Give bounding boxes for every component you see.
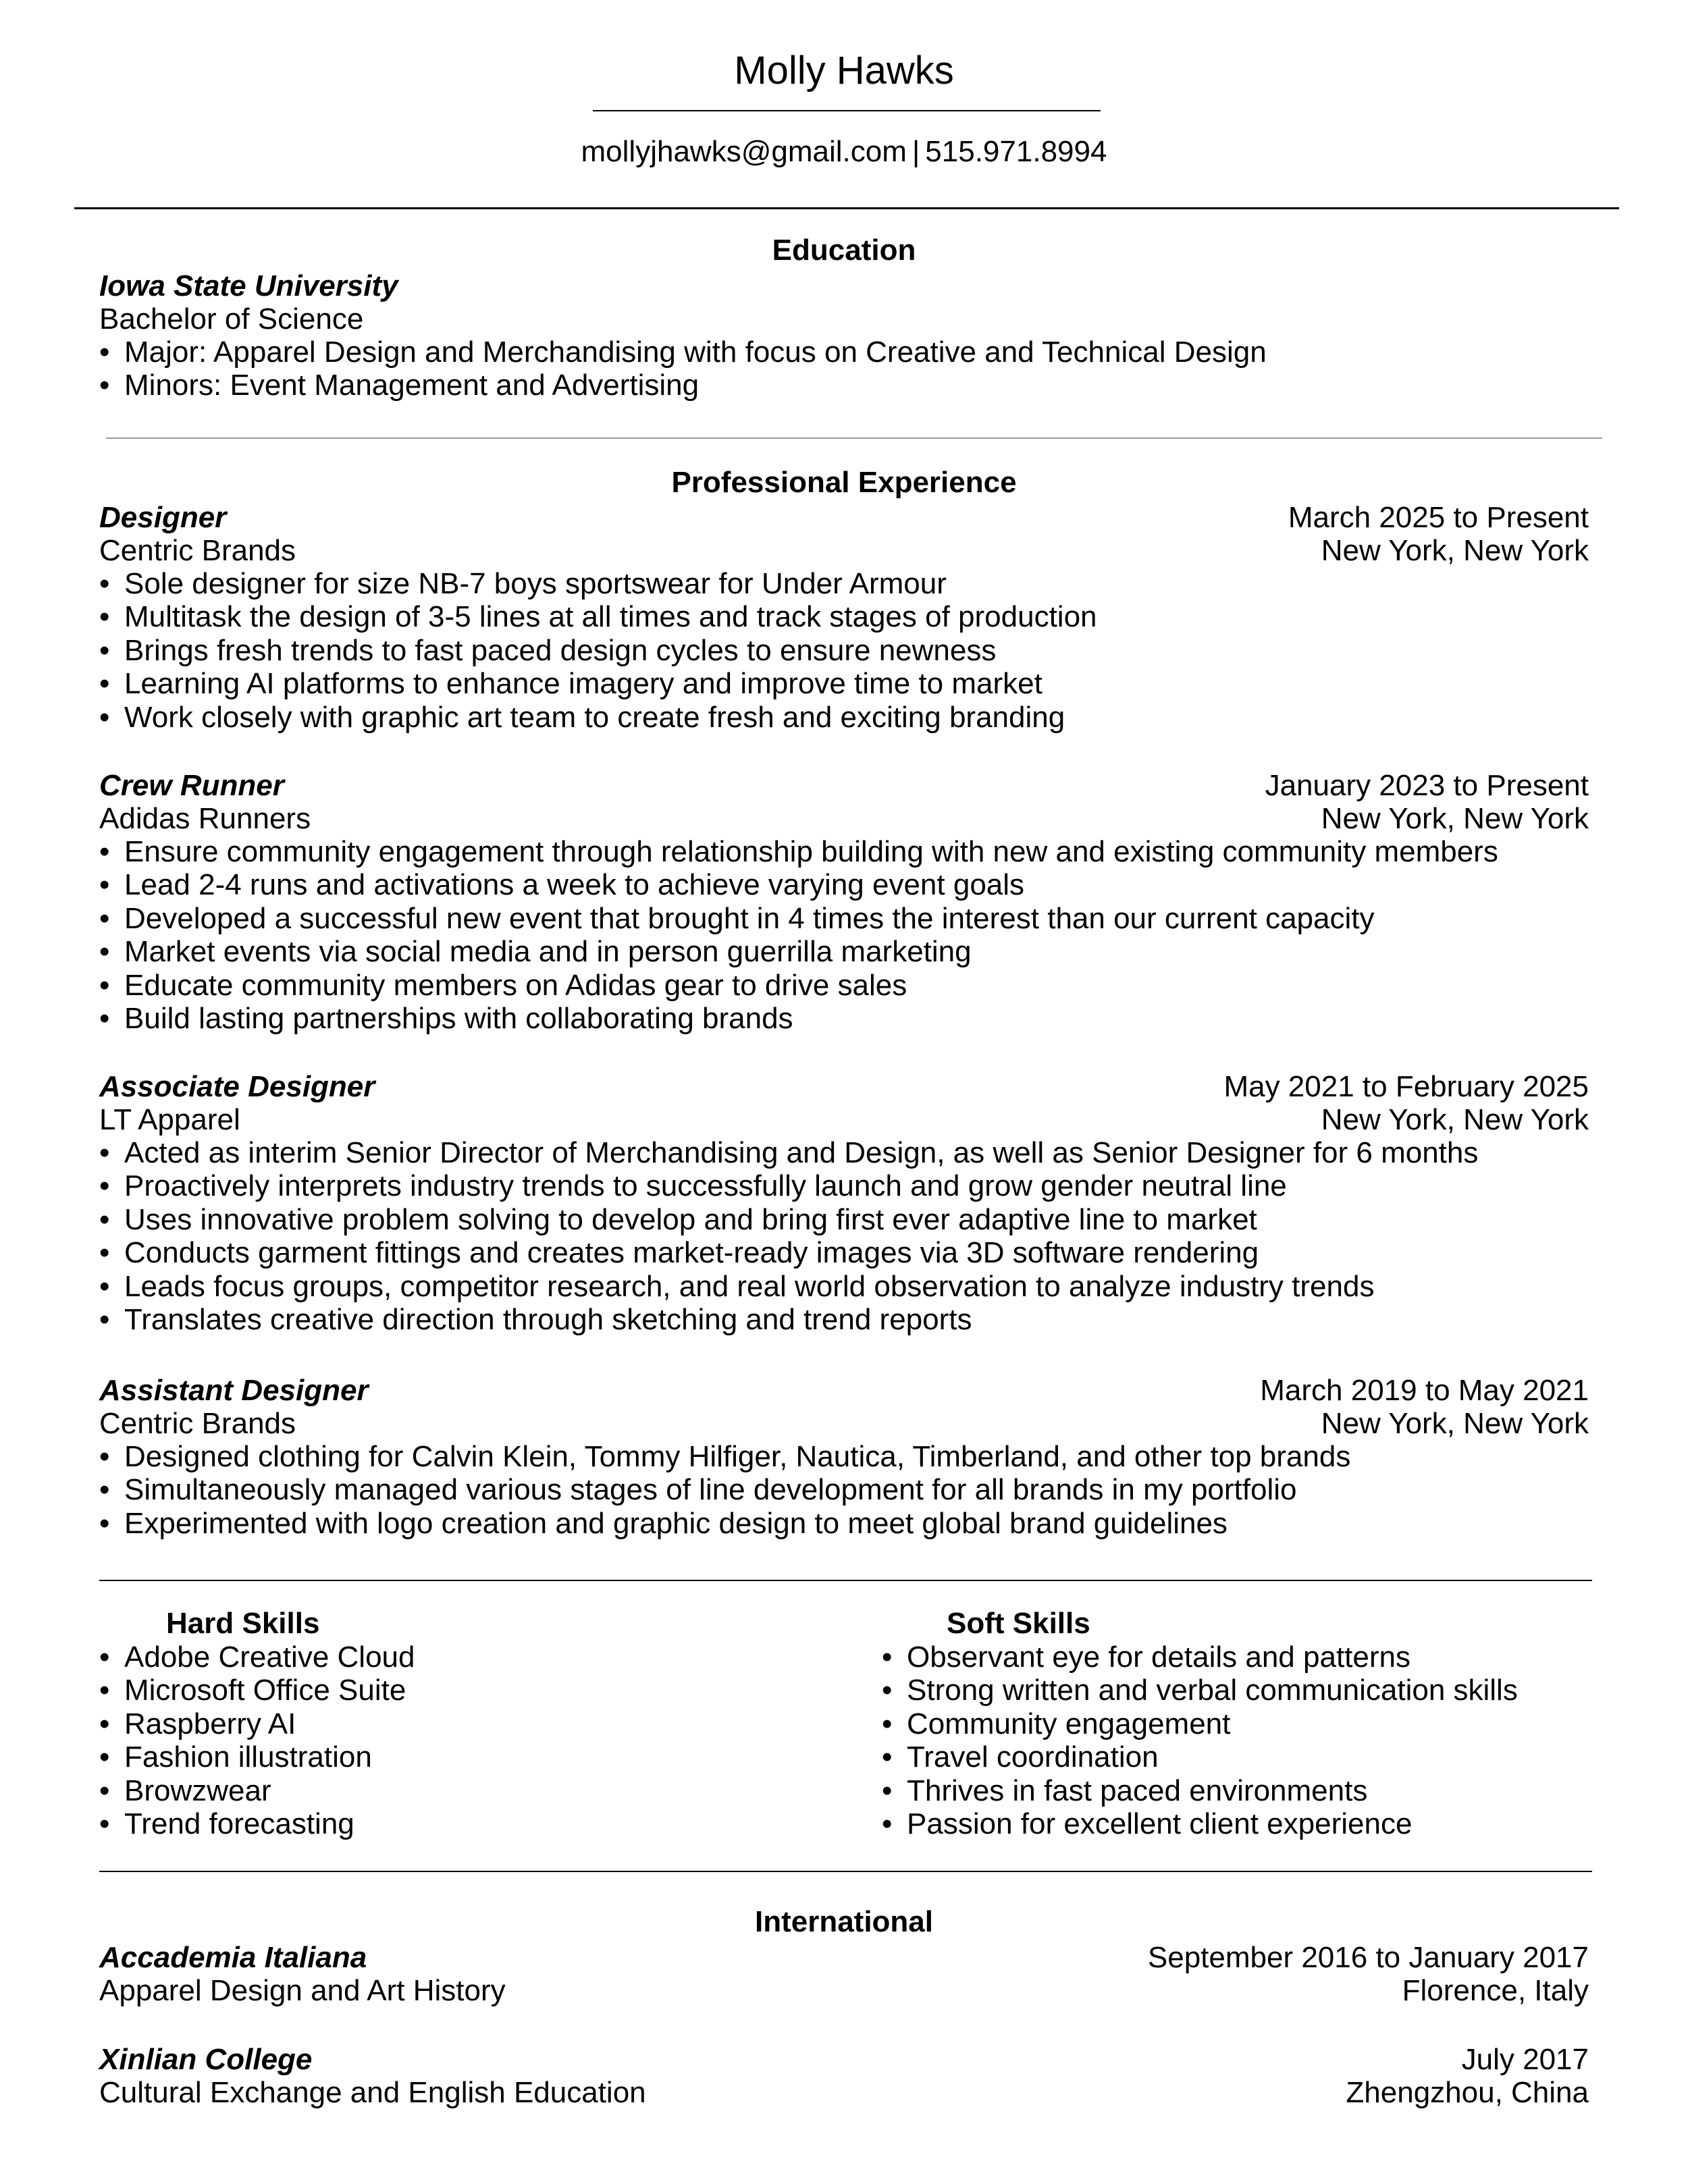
education-degree: Bachelor of Science	[99, 302, 364, 336]
experience-heading: Professional Experience	[671, 466, 1017, 499]
job-bullets	[99, 835, 1498, 1035]
list-item: • Leads focus groups, competitor research, and real world observation to analyze industry trends	[99, 1270, 1478, 1303]
soft-skills-list	[882, 1641, 1518, 1840]
list-item: • Proactively interprets industry trends to successfully launch and grow gender neutral line	[99, 1169, 1478, 1202]
job-title: Associate Designer	[99, 1070, 375, 1103]
list-item: • Strong written and verbal communication skills	[882, 1674, 1518, 1707]
email-text: mollyjhawks@gmail.com	[581, 135, 907, 168]
job-dates: May 2021 to February 2025	[1223, 1070, 1589, 1103]
list-item: • Raspberry AI	[99, 1707, 415, 1740]
list-item: • Browzwear	[99, 1774, 415, 1807]
hard-skills-heading: Hard Skills	[166, 1607, 320, 1640]
list-item: • Conducts garment fittings and creates market-ready images via 3D software rendering	[99, 1236, 1478, 1269]
job-title: Crew Runner	[99, 769, 284, 802]
list-item: • Acted as interim Senior Director of Merchandising and Design, as well as Senior Designer for 6 months	[99, 1136, 1478, 1169]
list-item: • Trend forecasting	[99, 1807, 415, 1840]
job-title: Designer	[99, 501, 227, 534]
job-company: LT Apparel	[99, 1103, 240, 1136]
list-item: • Adobe Creative Cloud	[99, 1641, 415, 1674]
header-divider	[74, 207, 1619, 209]
job-location: New York, New York	[1321, 1407, 1589, 1440]
list-item: • Ensure community engagement through relationship building with new and existing community members	[99, 835, 1498, 868]
list-item: • Uses innovative problem solving to develop and bring first ever adaptive line to market	[99, 1203, 1478, 1236]
job-bullets	[99, 567, 1097, 734]
job-company: Centric Brands	[99, 534, 296, 567]
job-bullets	[99, 1136, 1478, 1336]
job-location: New York, New York	[1321, 1103, 1589, 1136]
education-heading: Education	[772, 234, 916, 267]
international-dates: July 2017	[1461, 2043, 1589, 2076]
international-location: Zhengzhou, China	[1346, 2076, 1589, 2109]
job-company: Centric Brands	[99, 1407, 296, 1440]
job-location: New York, New York	[1321, 534, 1589, 567]
list-item: • Work closely with graphic art team to create fresh and exciting branding	[99, 701, 1097, 734]
list-item: • Experimented with logo creation and graphic design to meet global brand guidelines	[99, 1507, 1350, 1540]
experience-divider	[99, 1580, 1592, 1581]
job-company: Adidas Runners	[99, 802, 311, 835]
international-program: Cultural Exchange and English Education	[99, 2076, 646, 2109]
list-item: • Sole designer for size NB-7 boys sportswear for Under Armour	[99, 567, 1097, 600]
education-divider	[106, 437, 1602, 439]
list-item: • Multitask the design of 3-5 lines at all times and track stages of production	[99, 600, 1097, 633]
job-dates: March 2025 to Present	[1288, 501, 1589, 534]
international-dates: September 2016 to January 2017	[1147, 1941, 1589, 1974]
name-underline	[593, 110, 1101, 111]
list-item: • Observant eye for details and patterns	[882, 1641, 1518, 1674]
international-location: Florence, Italy	[1402, 1974, 1589, 2007]
list-item: • Lead 2-4 runs and activations a week to achieve varying event goals	[99, 868, 1498, 901]
international-program: Apparel Design and Art History	[99, 1974, 506, 2007]
list-item: • Microsoft Office Suite	[99, 1674, 415, 1707]
list-item: • Translates creative direction through sketching and trend reports	[99, 1303, 1478, 1336]
soft-skills-heading: Soft Skills	[947, 1607, 1090, 1640]
list-item: • Fashion illustration	[99, 1740, 415, 1774]
list-item: • Minors: Event Management and Advertising	[99, 369, 1267, 402]
list-item: • Major: Apparel Design and Merchandising with focus on Creative and Technical Design	[99, 336, 1267, 369]
education-bullets	[99, 336, 1267, 402]
list-item: • Developed a successful new event that brought in 4 times the interest than our current capacity	[99, 902, 1498, 935]
list-item: • Market events via social media and in person guerrilla marketing	[99, 935, 1498, 968]
job-location: New York, New York	[1321, 802, 1589, 835]
list-item: • Community engagement	[882, 1707, 1518, 1740]
phone-text: 515.971.8994	[925, 135, 1107, 168]
job-bullets	[99, 1440, 1350, 1540]
job-title: Assistant Designer	[99, 1374, 369, 1407]
list-item: • Build lasting partnerships with collaborating brands	[99, 1002, 1498, 1035]
international-school: Xinlian College	[99, 2043, 313, 2076]
list-item: • Designed clothing for Calvin Klein, Tommy Hilfiger, Nautica, Timberland, and other top brands	[99, 1440, 1350, 1473]
list-item: • Travel coordination	[882, 1740, 1518, 1774]
skills-divider	[99, 1871, 1592, 1872]
candidate-name: Molly Hawks	[734, 49, 954, 92]
job-dates: March 2019 to May 2021	[1260, 1374, 1589, 1407]
list-item: • Simultaneously managed various stages of line development for all brands in my portfolio	[99, 1473, 1350, 1506]
contact-line	[0, 134, 1688, 170]
list-item: • Educate community members on Adidas gear to drive sales	[99, 969, 1498, 1002]
international-school: Accademia Italiana	[99, 1941, 367, 1974]
contact-separator: |	[912, 135, 920, 168]
list-item: • Learning AI platforms to enhance imagery and improve time to market	[99, 667, 1097, 700]
list-item: • Passion for excellent client experience	[882, 1807, 1518, 1840]
education-school: Iowa State University	[99, 269, 398, 302]
list-item: • Brings fresh trends to fast paced design cycles to ensure newness	[99, 634, 1097, 667]
list-item: • Thrives in fast paced environments	[882, 1774, 1518, 1807]
international-heading: International	[754, 1905, 934, 1938]
job-dates: January 2023 to Present	[1265, 769, 1589, 802]
hard-skills-list	[99, 1641, 415, 1840]
